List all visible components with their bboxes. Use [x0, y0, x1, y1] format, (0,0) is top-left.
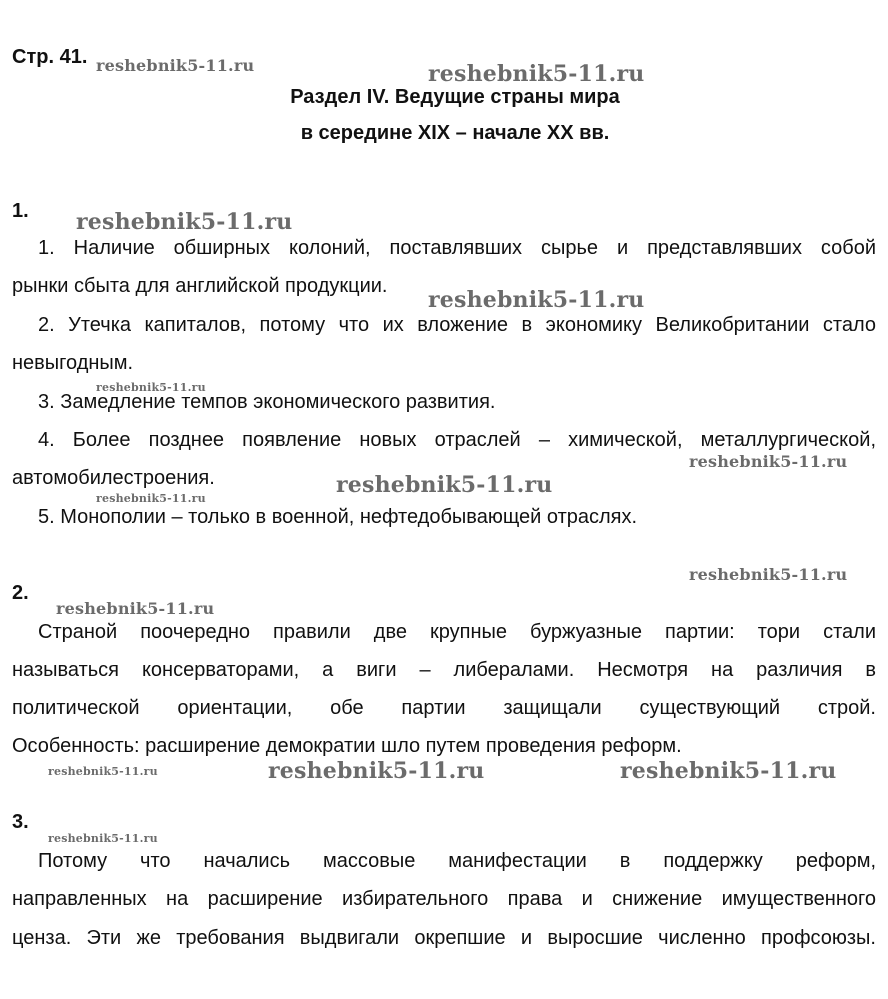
answer-1-line-5: 3. Замедление темпов экономического развития. — [38, 391, 496, 413]
answer-1-line-1: 1. Наличие обширных колоний, поставлявших сырье и представлявших собой — [38, 237, 876, 259]
answer-1-line-7: автомобилестроения. — [12, 467, 215, 489]
watermark: reshebnik5-11.ru — [689, 565, 848, 584]
answer-3-line-1: Потому что начались массовые манифестации в поддержку реформ, — [38, 850, 876, 872]
watermark: reshebnik5-11.ru — [428, 287, 645, 313]
answer-3-line-3: ценза. Эти же требования выдвигали окрепшие и выросшие численно профсоюзы. — [12, 927, 876, 949]
watermark: reshebnik5-11.ru — [96, 492, 206, 505]
task-number-1: 1. — [12, 200, 29, 222]
answer-1-line-8: 5. Монополии – только в военной, нефтедобывающей отраслях. — [38, 506, 638, 528]
watermark: reshebnik5-11.ru — [96, 56, 255, 75]
page-number: Стр. 41. — [12, 46, 88, 68]
answer-2-line-1: Страной поочередно правили две крупные буржуазные партии: тори стали — [38, 621, 876, 643]
answer-2-line-3: политической ориентации, обе партии защищали существующий строй. — [12, 697, 876, 719]
watermark: reshebnik5-11.ru — [48, 765, 158, 778]
answer-1-line-4: невыгодным. — [12, 352, 134, 374]
watermark: reshebnik5-11.ru — [96, 381, 206, 394]
watermark: reshebnik5-11.ru — [76, 209, 293, 235]
watermark: reshebnik5-11.ru — [689, 452, 848, 471]
answer-1-line-6: 4. Более позднее появление новых отраслей – химической, металлургической, — [38, 429, 876, 451]
watermark: reshebnik5-11.ru — [48, 832, 158, 845]
watermark: reshebnik5-11.ru — [268, 758, 485, 784]
answer-1-line-2: рынки сбыта для английской продукции. — [12, 275, 388, 297]
answer-2-line-4: Особенность: расширение демократии шло путем проведения реформ. — [12, 735, 682, 757]
answer-1-line-3: 2. Утечка капиталов, потому что их вложение в экономику Великобритании стало — [38, 314, 876, 336]
task-number-2: 2. — [12, 582, 29, 604]
answer-3-line-2: направленных на расширение избирательного права и снижение имущественного — [12, 888, 876, 910]
section-title-line-2: в середине XIX – начале XX вв. — [300, 122, 610, 144]
watermark: reshebnik5-11.ru — [56, 599, 215, 618]
watermark: reshebnik5-11.ru — [336, 472, 553, 498]
task-number-3: 3. — [12, 811, 29, 833]
watermark: reshebnik5-11.ru — [428, 61, 645, 87]
watermark: reshebnik5-11.ru — [620, 758, 837, 784]
section-title-line-1: Раздел IV. Ведущие страны мира — [290, 86, 620, 108]
answer-2-line-2: называться консерваторами, а виги – либералами. Несмотря на различия в — [12, 659, 876, 681]
